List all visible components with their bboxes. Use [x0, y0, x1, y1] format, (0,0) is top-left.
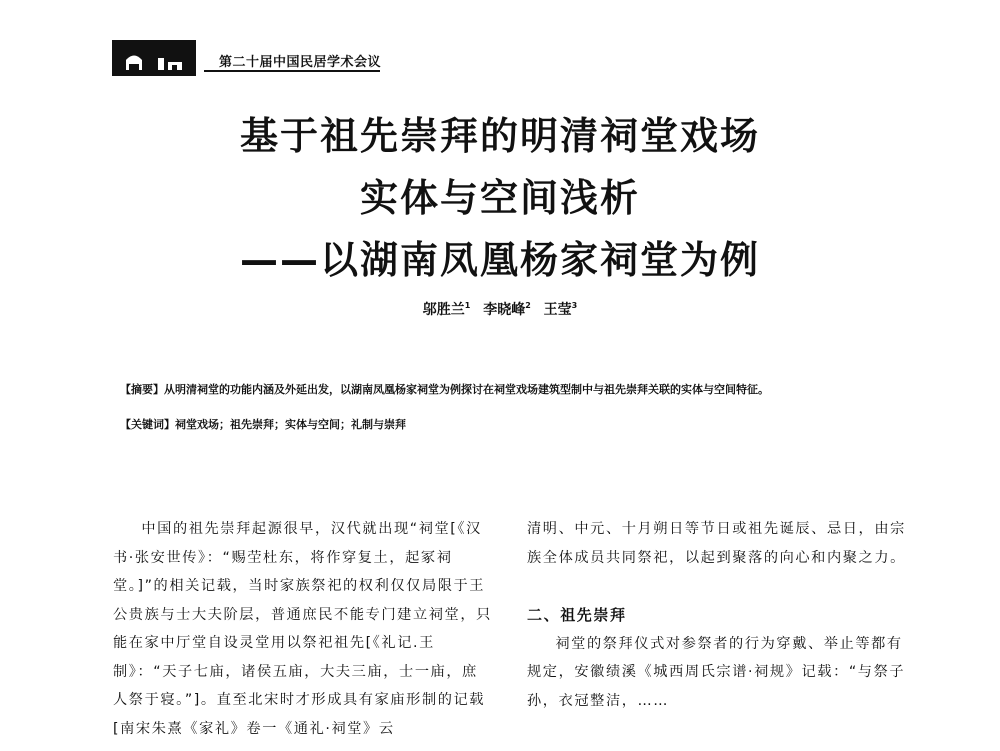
- author-affiliation-mark: 1: [464, 301, 471, 310]
- body-paragraph: 清明、中元、十月朔日等节日或祖先诞辰、忌日，由宗族全体成员共同祭祀，以起到聚落的向心和内聚之力。: [527, 521, 906, 566]
- author-name: 王莹: [543, 302, 572, 318]
- body-column-left: [113, 515, 493, 743]
- conference-logo: [112, 40, 196, 76]
- paper-title-line-3: ——以湖南凤凰杨家祠堂为例: [239, 238, 760, 282]
- keywords: 【关键词】祠堂戏场；祖先崇拜；实体与空间；礼制与崇拜: [120, 418, 406, 431]
- header-underline: [204, 70, 380, 72]
- author-name: 李晓峰: [483, 302, 526, 318]
- section-heading: 二、祖先崇拜: [527, 606, 627, 624]
- abstract: 【摘要】从明清祠堂的功能内涵及外延出发，以湖南凤凰杨家祠堂为例探讨在祠堂戏场建筑型制中与祖先崇拜关联的实体与空间特征。: [120, 383, 769, 396]
- paper-title-line-1: 基于祖先崇拜的明清祠堂戏场: [239, 114, 760, 158]
- body-paragraph: 祠堂的祭拜仪式对参祭者的行为穿戴、举止等都有规定，安徽绩溪《城西周氏宗谱·祠规》记载：“与祭子孙，衣冠整洁，……: [527, 635, 906, 709]
- body-paragraph: 中国的祖先崇拜起源很早，汉代就出现“祠堂[《汉书·张安世传》：“赐茔杜东，将作穿复土，起冢祠堂。]”的相关记载，当时家族祭祀的权利仅仅局限于王公贵族与士大夫阶层，普通庶民不能专门建立祠堂，只能在家中厅堂自设灵堂用以祭祀祖先[《礼记.王制》：“天子七庙，诸侯五庙，大夫三庙，士一庙，庶人祭于寝。”]。直至北宋时才形成具有家庙形制的记载[南宋朱熹《家礼》卷一《通礼·祠堂》云: [113, 521, 492, 737]
- paragraph-spacer: [527, 572, 907, 601]
- house-logo-icon: [112, 40, 196, 76]
- author-list: [0, 299, 1000, 319]
- author-affiliation-mark: 3: [571, 301, 578, 310]
- body-column-right: [527, 515, 907, 715]
- author-affiliation-mark: 2: [525, 301, 531, 310]
- author-name: 邬胜兰: [422, 302, 465, 318]
- paper-title-line-2: 实体与空间浅析: [359, 176, 640, 220]
- conference-name: 第二十届中国民居学术会议: [219, 55, 382, 70]
